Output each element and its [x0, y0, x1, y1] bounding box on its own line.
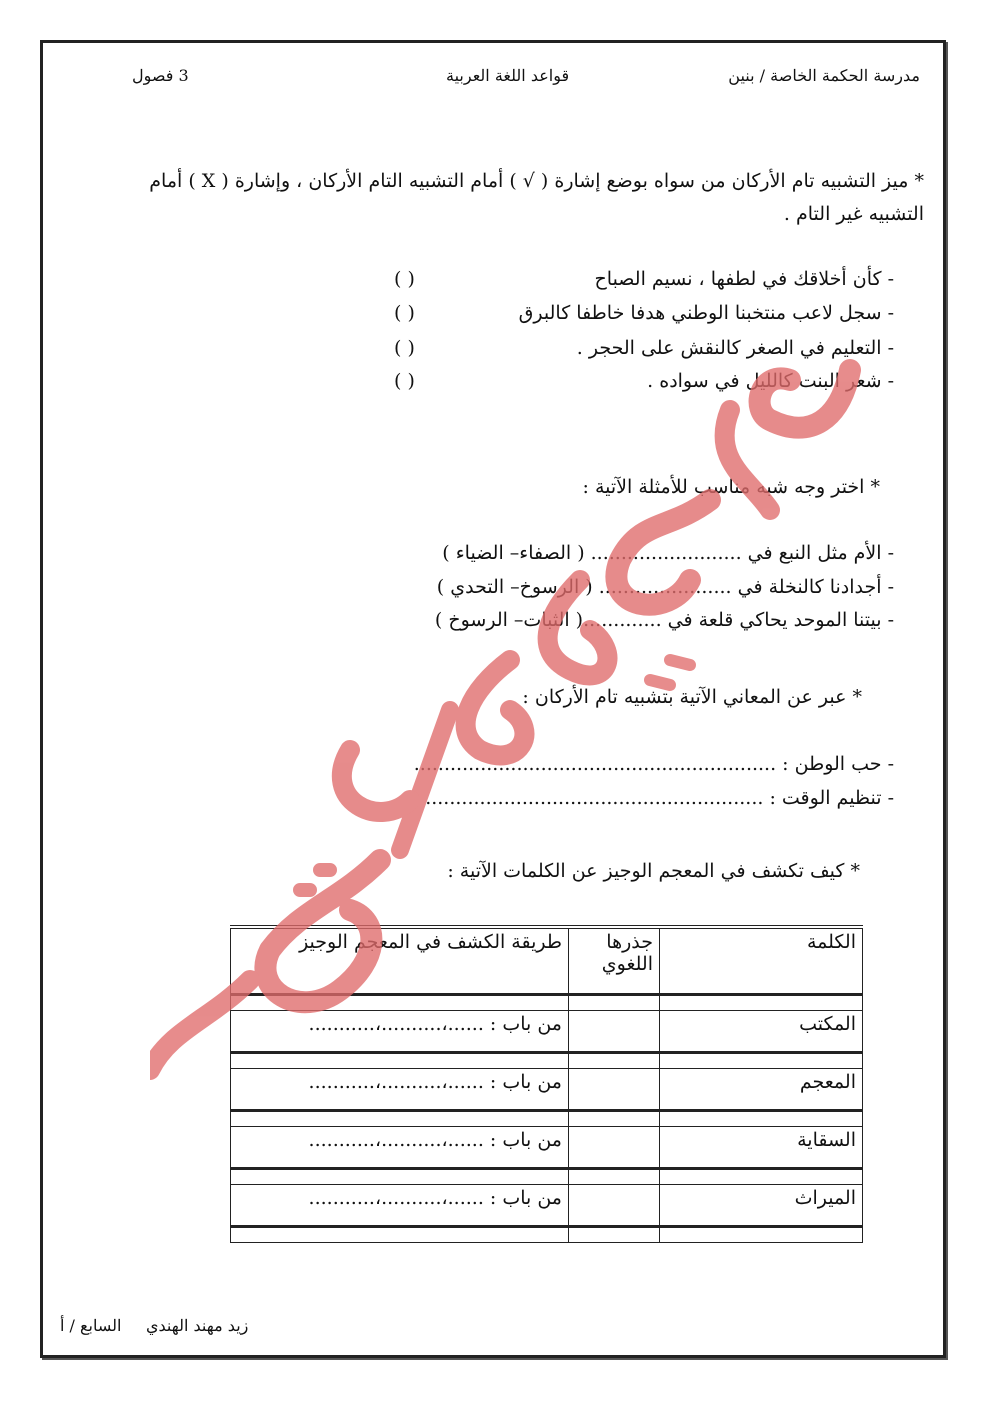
word-cell: المكتب	[660, 1011, 863, 1053]
method-cell[interactable]: من باب : ......،..........،...........	[231, 1127, 569, 1169]
table-header-row	[231, 927, 863, 995]
section1-instruction-line1: * ميز التشبيه تام الأركان من سواه بوضع إشارة ( √ ) أمام التشبيه التام الأركان ، وإشارة ( X ) أمام	[149, 170, 924, 192]
root-cell[interactable]	[569, 1069, 660, 1111]
root-cell[interactable]	[569, 1127, 660, 1169]
answer-box-1[interactable]: ( )	[394, 268, 415, 290]
root-cell[interactable]	[569, 1011, 660, 1053]
grade-label: 3 فصول	[132, 66, 189, 85]
table-row	[231, 1011, 863, 1053]
answer-box-3[interactable]: ( )	[394, 337, 415, 359]
section1-item-1: - كأن أخلاقك في لطفها ، نسيم الصباح	[594, 268, 894, 290]
section2-item-2: - أجدادنا كالنخلة في ...................... ( الرسوخ– التحدي )	[436, 576, 894, 598]
answer-box-2[interactable]: ( )	[394, 302, 415, 324]
section1-item-4: - شعر البنت كالليل في سواده .	[647, 370, 894, 392]
footer-class: السابع / أ	[60, 1316, 122, 1335]
answer-box-4[interactable]: ( )	[394, 370, 415, 392]
section2-item-1: - الأم مثل النبع في ......................... ( الصفاء– الضياء )	[442, 542, 894, 564]
word-cell: الميراث	[660, 1185, 863, 1227]
table-row	[231, 1185, 863, 1227]
section2-item-3: - بيتنا الموحد يحاكي قلعة في .............( الثبات– الرسوخ )	[434, 609, 894, 631]
table-row	[231, 1069, 863, 1111]
section4-instruction: * كيف تكشف في المعجم الوجيز عن الكلمات الآتية :	[447, 860, 860, 882]
word-cell: المعجم	[660, 1069, 863, 1111]
header-method: طريقة الكشف في المعجم الوجيز	[231, 927, 569, 995]
header-root: جذرها اللغوي	[569, 927, 660, 995]
method-cell[interactable]: من باب : ......،..........،...........	[231, 1011, 569, 1053]
method-cell[interactable]: من باب : ......،..........،...........	[231, 1185, 569, 1227]
section3-instruction: * عبر عن المعاني الآتية بتشبيه تام الأركان :	[522, 686, 862, 708]
section1-instruction-line2: التشبيه غير التام .	[783, 203, 924, 225]
method-cell[interactable]: من باب : ......،..........،...........	[231, 1069, 569, 1111]
section1-item-3: - التعليم في الصغر كالنقش على الحجر .	[576, 337, 894, 359]
section1-item-2: - سجل لاعب منتخبنا الوطني هدفا خاطفا كالبرق	[518, 302, 894, 324]
school-name: مدرسة الحكمة الخاصة / بنين	[728, 66, 920, 85]
dictionary-table	[230, 925, 863, 1243]
footer-teacher: زيد مهند الهندي	[146, 1316, 249, 1335]
word-cell: السقاية	[660, 1127, 863, 1169]
section3-item-1: - حب الوطن : ............................................................	[413, 753, 894, 775]
subject-title: قواعد اللغة العربية	[446, 66, 570, 85]
root-cell[interactable]	[569, 1185, 660, 1227]
header-word: الكلمة	[660, 927, 863, 995]
section2-instruction: * اختر وجه شبه مناسب للأمثلة الآتية :	[582, 476, 880, 498]
table-row	[231, 1127, 863, 1169]
section3-item-2: - تنظيم الوقت : ........................................................	[425, 787, 894, 809]
